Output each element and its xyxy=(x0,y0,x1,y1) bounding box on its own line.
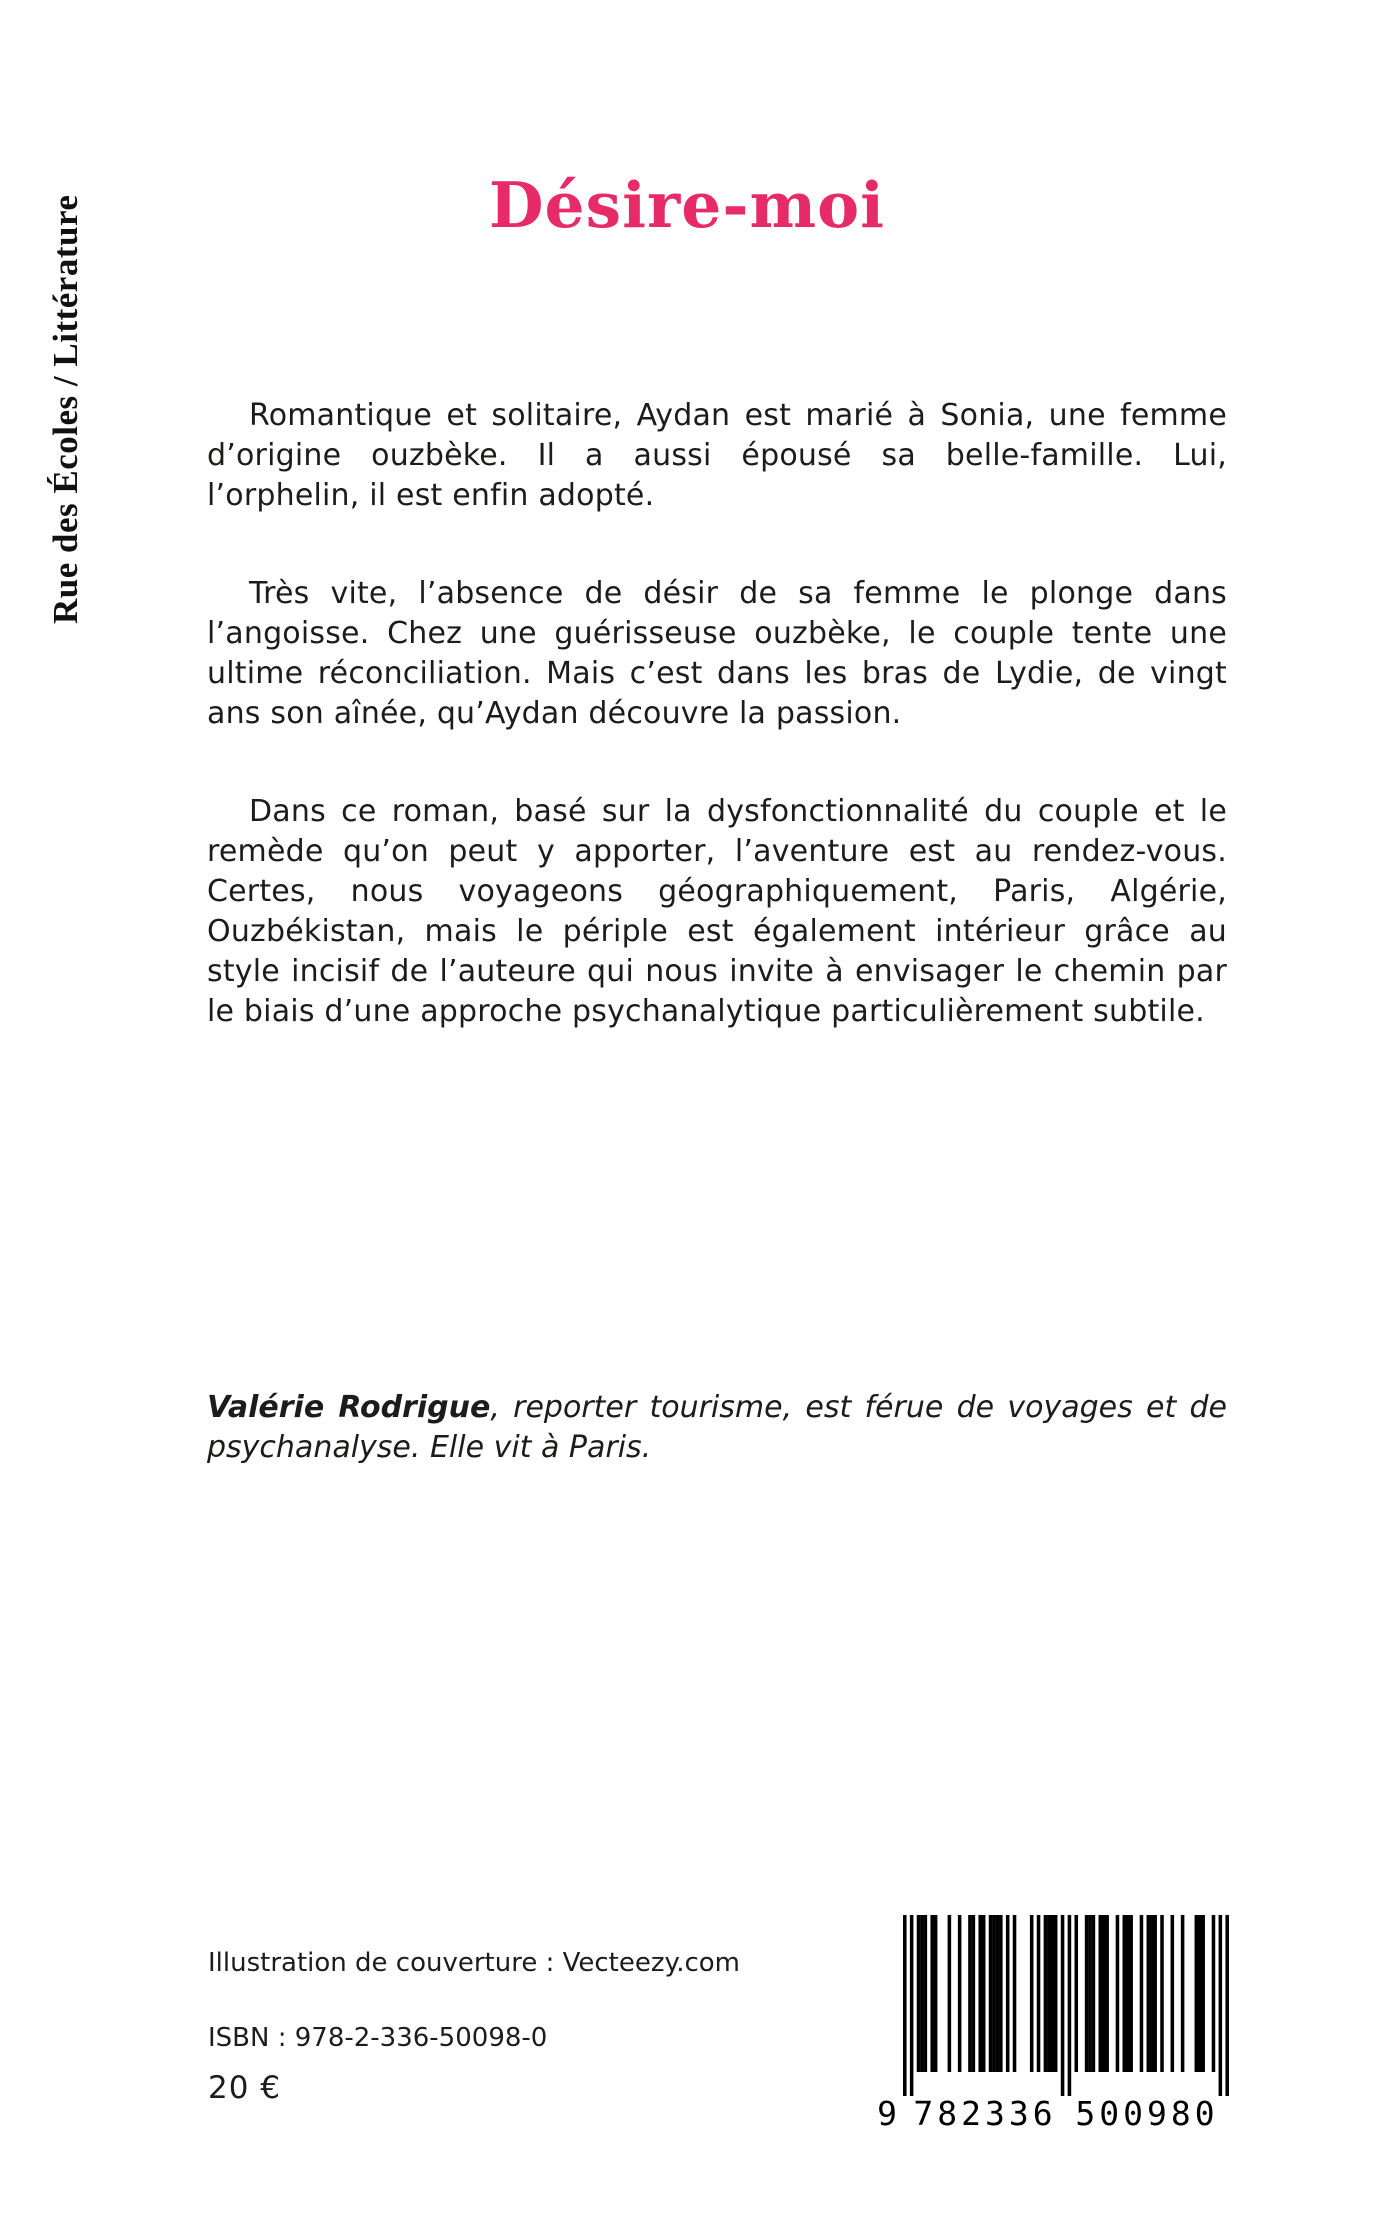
synopsis-paragraph: Romantique et solitaire, Aydan est marié à Sonia, une femme d’origine ouzbèke. Il a aussi épousé sa belle-famille. Lui, l’orphelin, il est enfin adopté. xyxy=(207,398,1227,513)
barcode-number xyxy=(877,2094,1218,2131)
author-bio-text: , reporter tourisme, est férue de voyages et de psychanalyse. Elle vit à Paris. xyxy=(207,1390,1227,1465)
synopsis-paragraph: Très vite, l’absence de désir de sa femme le plonge dans l’angoisse. Chez une guérisseuse ouzbèke, le couple tente une ultime réconciliation. Mais c’est dans les bras de Lydie, de vingt ans son aînée, qu’Aydan découvre la passion. xyxy=(207,576,1227,731)
svg-text:9: 9 xyxy=(877,2094,897,2131)
svg-text:782336: 782336 xyxy=(913,2094,1057,2131)
collection-spine-label: Rue des Écoles / Littérature xyxy=(46,194,85,624)
author-name: Valérie Rodrigue xyxy=(207,1390,491,1425)
book-title: Désire-moi xyxy=(488,168,886,242)
synopsis xyxy=(207,396,1227,1032)
author-bio xyxy=(207,1388,1227,1468)
svg-text:500980: 500980 xyxy=(1075,2094,1219,2131)
illustration-credit: Illustration de couverture : Vecteezy.com xyxy=(208,1948,740,1978)
ean-barcode xyxy=(873,1915,1237,2131)
synopsis-paragraph: Dans ce roman, basé sur la dysfonctionnalité du couple et le remède qu’on peut y apporter, l’aventure est au rendez-vous. Certes, nous voyageons géographiquement, Paris, Algérie, Ouzbékistan, mais le périple est également intérieur grâce au style incisif de l’auteure qui nous invite à envisager le chemin par le biais d’une approche psychanalytique particulièrement subtile. xyxy=(207,794,1227,1029)
isbn-text: ISBN : 978-2-336-50098-0 xyxy=(208,2023,548,2053)
price-text: 20 € xyxy=(208,2070,282,2106)
